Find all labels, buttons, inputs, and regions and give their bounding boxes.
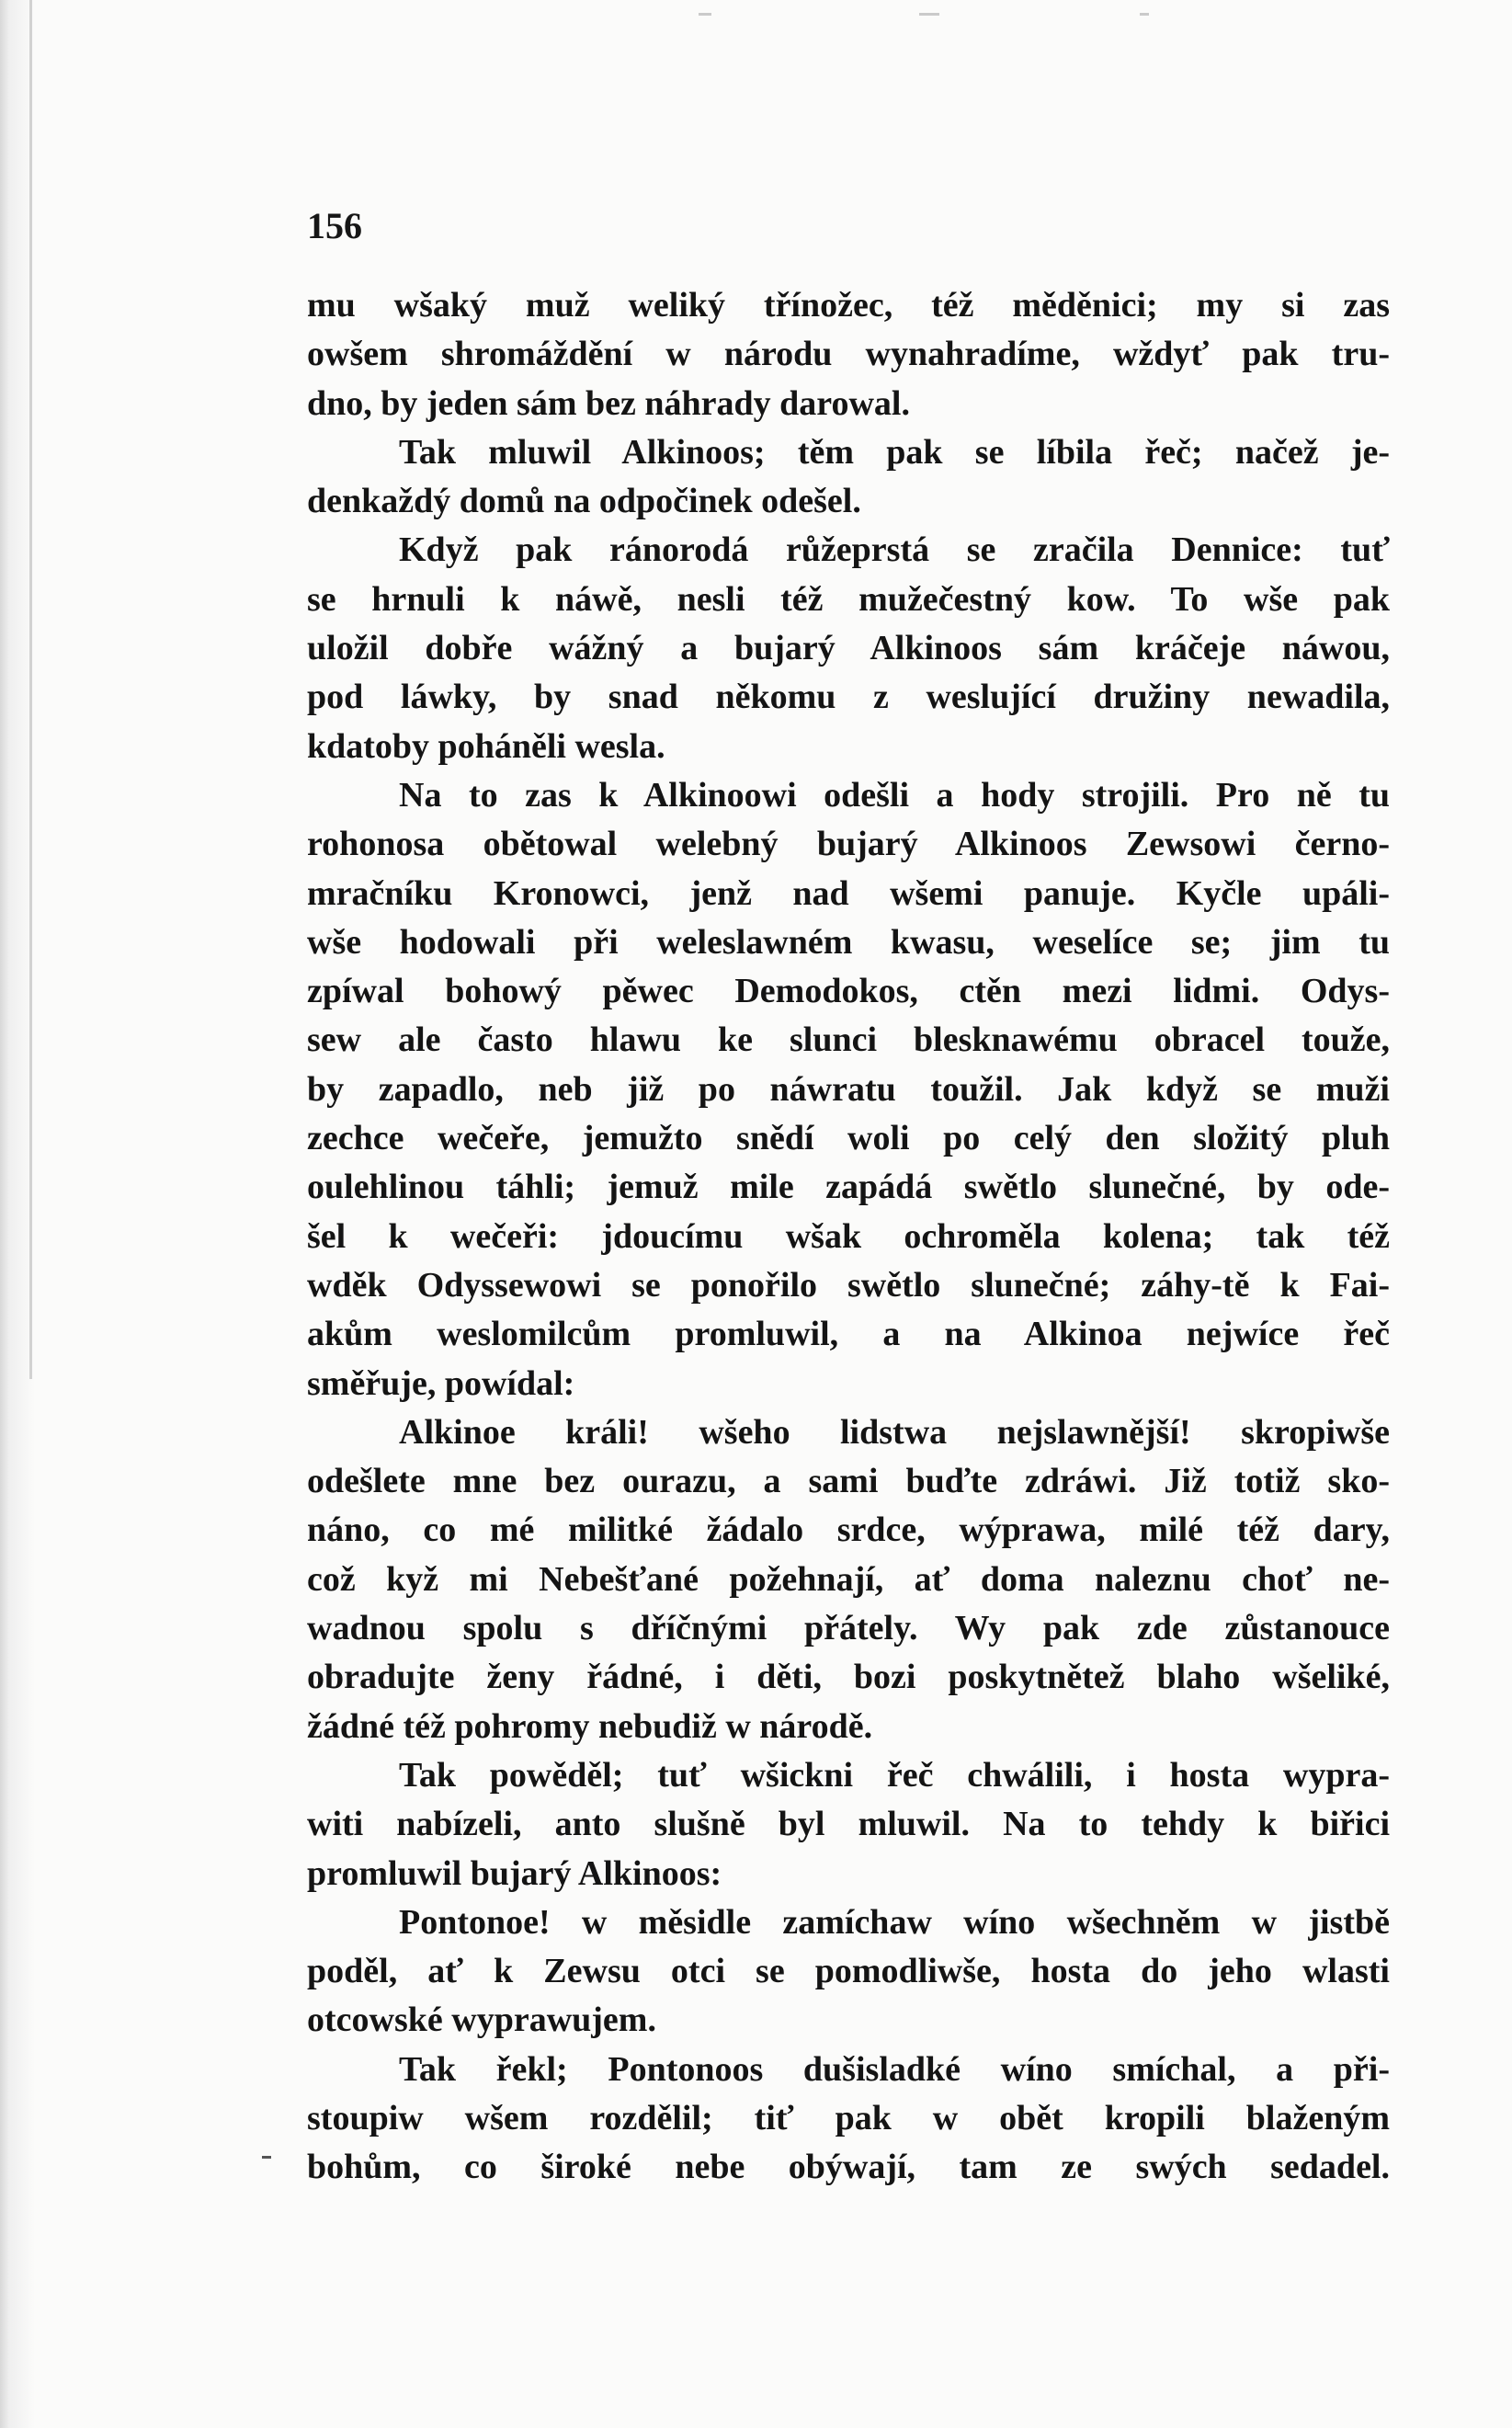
text-line: Tak powěděl; tuť wšickni řeč chwálili, i hosta wypra- [399,1755,1390,1795]
text-line: wadnou spolu s dříčnými přátely. Wy pak zde zůstanouce [307,1609,1390,1648]
text-line: stoupiw wšem rozdělil; tiť pak w obět kropili blaženým [307,2098,1390,2137]
text-line: Tak řekl; Pontonoos dušisladké wíno smíchal, a při- [399,2049,1390,2089]
scan-speck [919,13,939,16]
text-line: oulehlinou táhli; jemuž mile zapádá swětlo slunečné, by ode- [307,1168,1390,1207]
text-line: denkaždý domů na odpočinek odešel. [307,482,861,521]
page-number: 156 [307,205,362,246]
text-line: mu wšaký muž weliký třínožec, též měděnici; my si zas [307,286,1390,325]
text-line: Alkinoe králi! wšeho lidstwa nejslawnější! skropiwše [399,1412,1390,1452]
text-line: pod láwky, by snad někomu z weslující družiny newadila, [307,678,1390,717]
text-line: obradujte ženy řádné, i děti, bozi poskytnětež blaho wšeliké, [307,1658,1390,1697]
text-line: šel k wečeři: jdoucímu wšak ochroměla kolena; tak též [307,1216,1390,1256]
text-line: by zapadlo, neb již po náwratu toužil. Jak když se muži [307,1069,1390,1109]
text-line: bohům, co široké nebe obýwají, tam ze swých sedadel. [307,2148,1390,2187]
text-line: Pontonoe! w měsidle zamíchaw wíno wšechněm w jistbě [399,1902,1390,1942]
text-line: náno, co mé militké žádalo srdce, wýprawa, milé též dary, [307,1510,1390,1550]
text-line: akům weslomilcům promluwil, a na Alkinoa nejwíce řeč [307,1315,1390,1354]
text-line: promluwil bujarý Alkinoos: [307,1853,722,1893]
text-line: sew ale často hlawu ke slunci blesknawému obracel touže, [307,1020,1390,1060]
text-line: witi nabízeli, anto slušně byl mluwil. Na to tehdy k biřici [307,1805,1390,1844]
text-line: zechce wečeře, jemužto snědí woli po celý den složitý pluh [307,1119,1390,1158]
text-line: kdatoby poháněli wesla. [307,726,665,766]
text-line: dno, by jeden sám bez náhrady darowal. [307,383,910,423]
scan-edge-line [29,0,32,1379]
body-text [307,281,1390,2193]
text-line: Když pak ránorodá růžeprstá se zračila Dennice: tuť [399,530,1390,570]
text-line: otcowské wyprawujem. [307,2001,656,2040]
text-line: směřuje, powídal: [307,1363,575,1403]
text-line: zpíwal bohowý pěwec Demodokos, ctěn mezi lidmi. Odys- [307,972,1390,1011]
text-line: odešlete mne bez ourazu, a sami buďte zdráwi. Již totiž sko- [307,1462,1390,1501]
text-line: poděl, ať k Zewsu otci se pomodliwše, hosta do jeho wlasti [307,1952,1390,1991]
text-line: mračníku Kronowci, jenž nad wšemi panuje. Kyčle upáli- [307,873,1390,913]
text-line: owšem shromáždění w národu wynahradíme, wždyť pak tru- [307,335,1390,374]
text-line: rohonosa obětowal welebný bujarý Alkinoos Zewsowi černo- [307,825,1390,864]
text-line: Na to zas k Alkinoowi odešli a hody strojili. Pro ně tu [399,775,1390,815]
text-line: což kyž mi Nebešťané požehnají, ať doma naleznu choť ne- [307,1559,1390,1599]
text-line: uložil dobře wážný a bujarý Alkinoos sám kráčeje náwou, [307,629,1390,668]
text-line: wše hodowali při weleslawném kwasu, weselíce se; jim tu [307,922,1390,962]
text-line: žádné též pohromy nebudiž w národě. [307,1706,873,1746]
text-line: se hrnuli k náwě, nesli též mužečestný kow. To wše pak [307,579,1390,619]
text-line: Tak mluwil Alkinoos; těm pak se líbila řeč; načež je- [399,432,1390,472]
stray-ink-mark [262,2156,271,2159]
scan-speck [699,13,711,16]
scan-speck [1140,13,1149,16]
text-line: wděk Odyssewowi se ponořilo swětlo slunečné; záhy-tě k Fai- [307,1265,1390,1305]
